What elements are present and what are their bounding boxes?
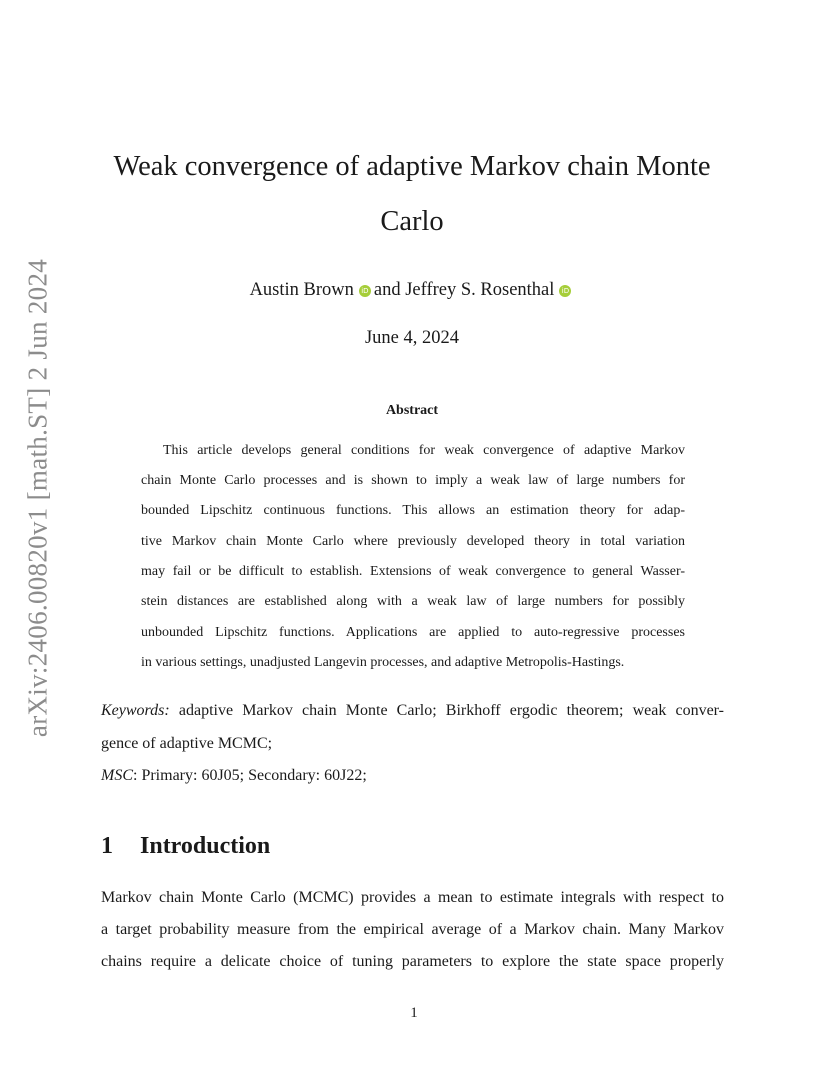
author-name: Austin Brown (249, 280, 354, 300)
paragraph-line: a target probability measure from the empirical average of a Markov chain. Many Markov (101, 921, 724, 938)
section-number: 1 (101, 833, 113, 859)
page-number: 1 (410, 1005, 418, 1021)
abstract-line: chain Monte Carlo processes and is shown to imply a weak law of large numbers for (141, 473, 685, 488)
keywords-line-2: gence of adaptive MCMC; (101, 735, 273, 752)
abstract-line: bounded Lipschitz continuous functions. This allows an estimation theory for adap- (141, 503, 685, 518)
paper-title-line-2: Carlo (380, 206, 444, 237)
section-title: Introduction (140, 833, 271, 859)
arxiv-identifier-stamp: arXiv:2406.00820v1 [math.ST] 2 Jun 2024 (22, 258, 53, 738)
orcid-icon[interactable]: iD (359, 285, 371, 297)
section-heading (101, 833, 270, 860)
author-name: Jeffrey S. Rosenthal (405, 280, 555, 300)
paper-title-line-1: Weak convergence of adaptive Markov chain Monte (113, 151, 711, 182)
abstract-line: in various settings, unadjusted Langevin processes, and adaptive Metropolis-Hastings. (141, 655, 625, 670)
paragraph-line: chains require a delicate choice of tuning parameters to explore the state space properly (101, 953, 724, 970)
msc-line (101, 767, 724, 785)
abstract-line: unbounded Lipschitz functions. Applications are applied to auto-regressive processes (141, 625, 685, 640)
author-conjunction: and (373, 280, 401, 300)
msc-label: MSC (101, 767, 133, 784)
paragraph-line: Markov chain Monte Carlo (MCMC) provides a mean to estimate integrals with respect to (101, 889, 724, 906)
abstract-line: This article develops general conditions for weak convergence of adaptive Markov (163, 443, 685, 458)
author-list (100, 280, 724, 301)
abstract-line: may fail or be difficult to establish. Extensions of weak convergence to general Wasser- (141, 564, 685, 579)
abstract-line: stein distances are established along with a weak law of large numbers for possibly (141, 594, 685, 609)
abstract-heading: Abstract (385, 403, 439, 418)
orcid-icon[interactable]: iD (559, 285, 571, 297)
publication-date: June 4, 2024 (364, 328, 460, 348)
keywords-label: Keywords: (101, 702, 170, 719)
abstract-line: tive Markov chain Monte Carlo where previously developed theory in total variation (141, 534, 685, 549)
msc-text: : Primary: 60J05; Secondary: 60J22; (133, 767, 367, 784)
keywords-line-1 (101, 702, 724, 720)
keywords-text: adaptive Markov chain Monte Carlo; Birkhoff ergodic theorem; weak conver- (178, 702, 724, 719)
